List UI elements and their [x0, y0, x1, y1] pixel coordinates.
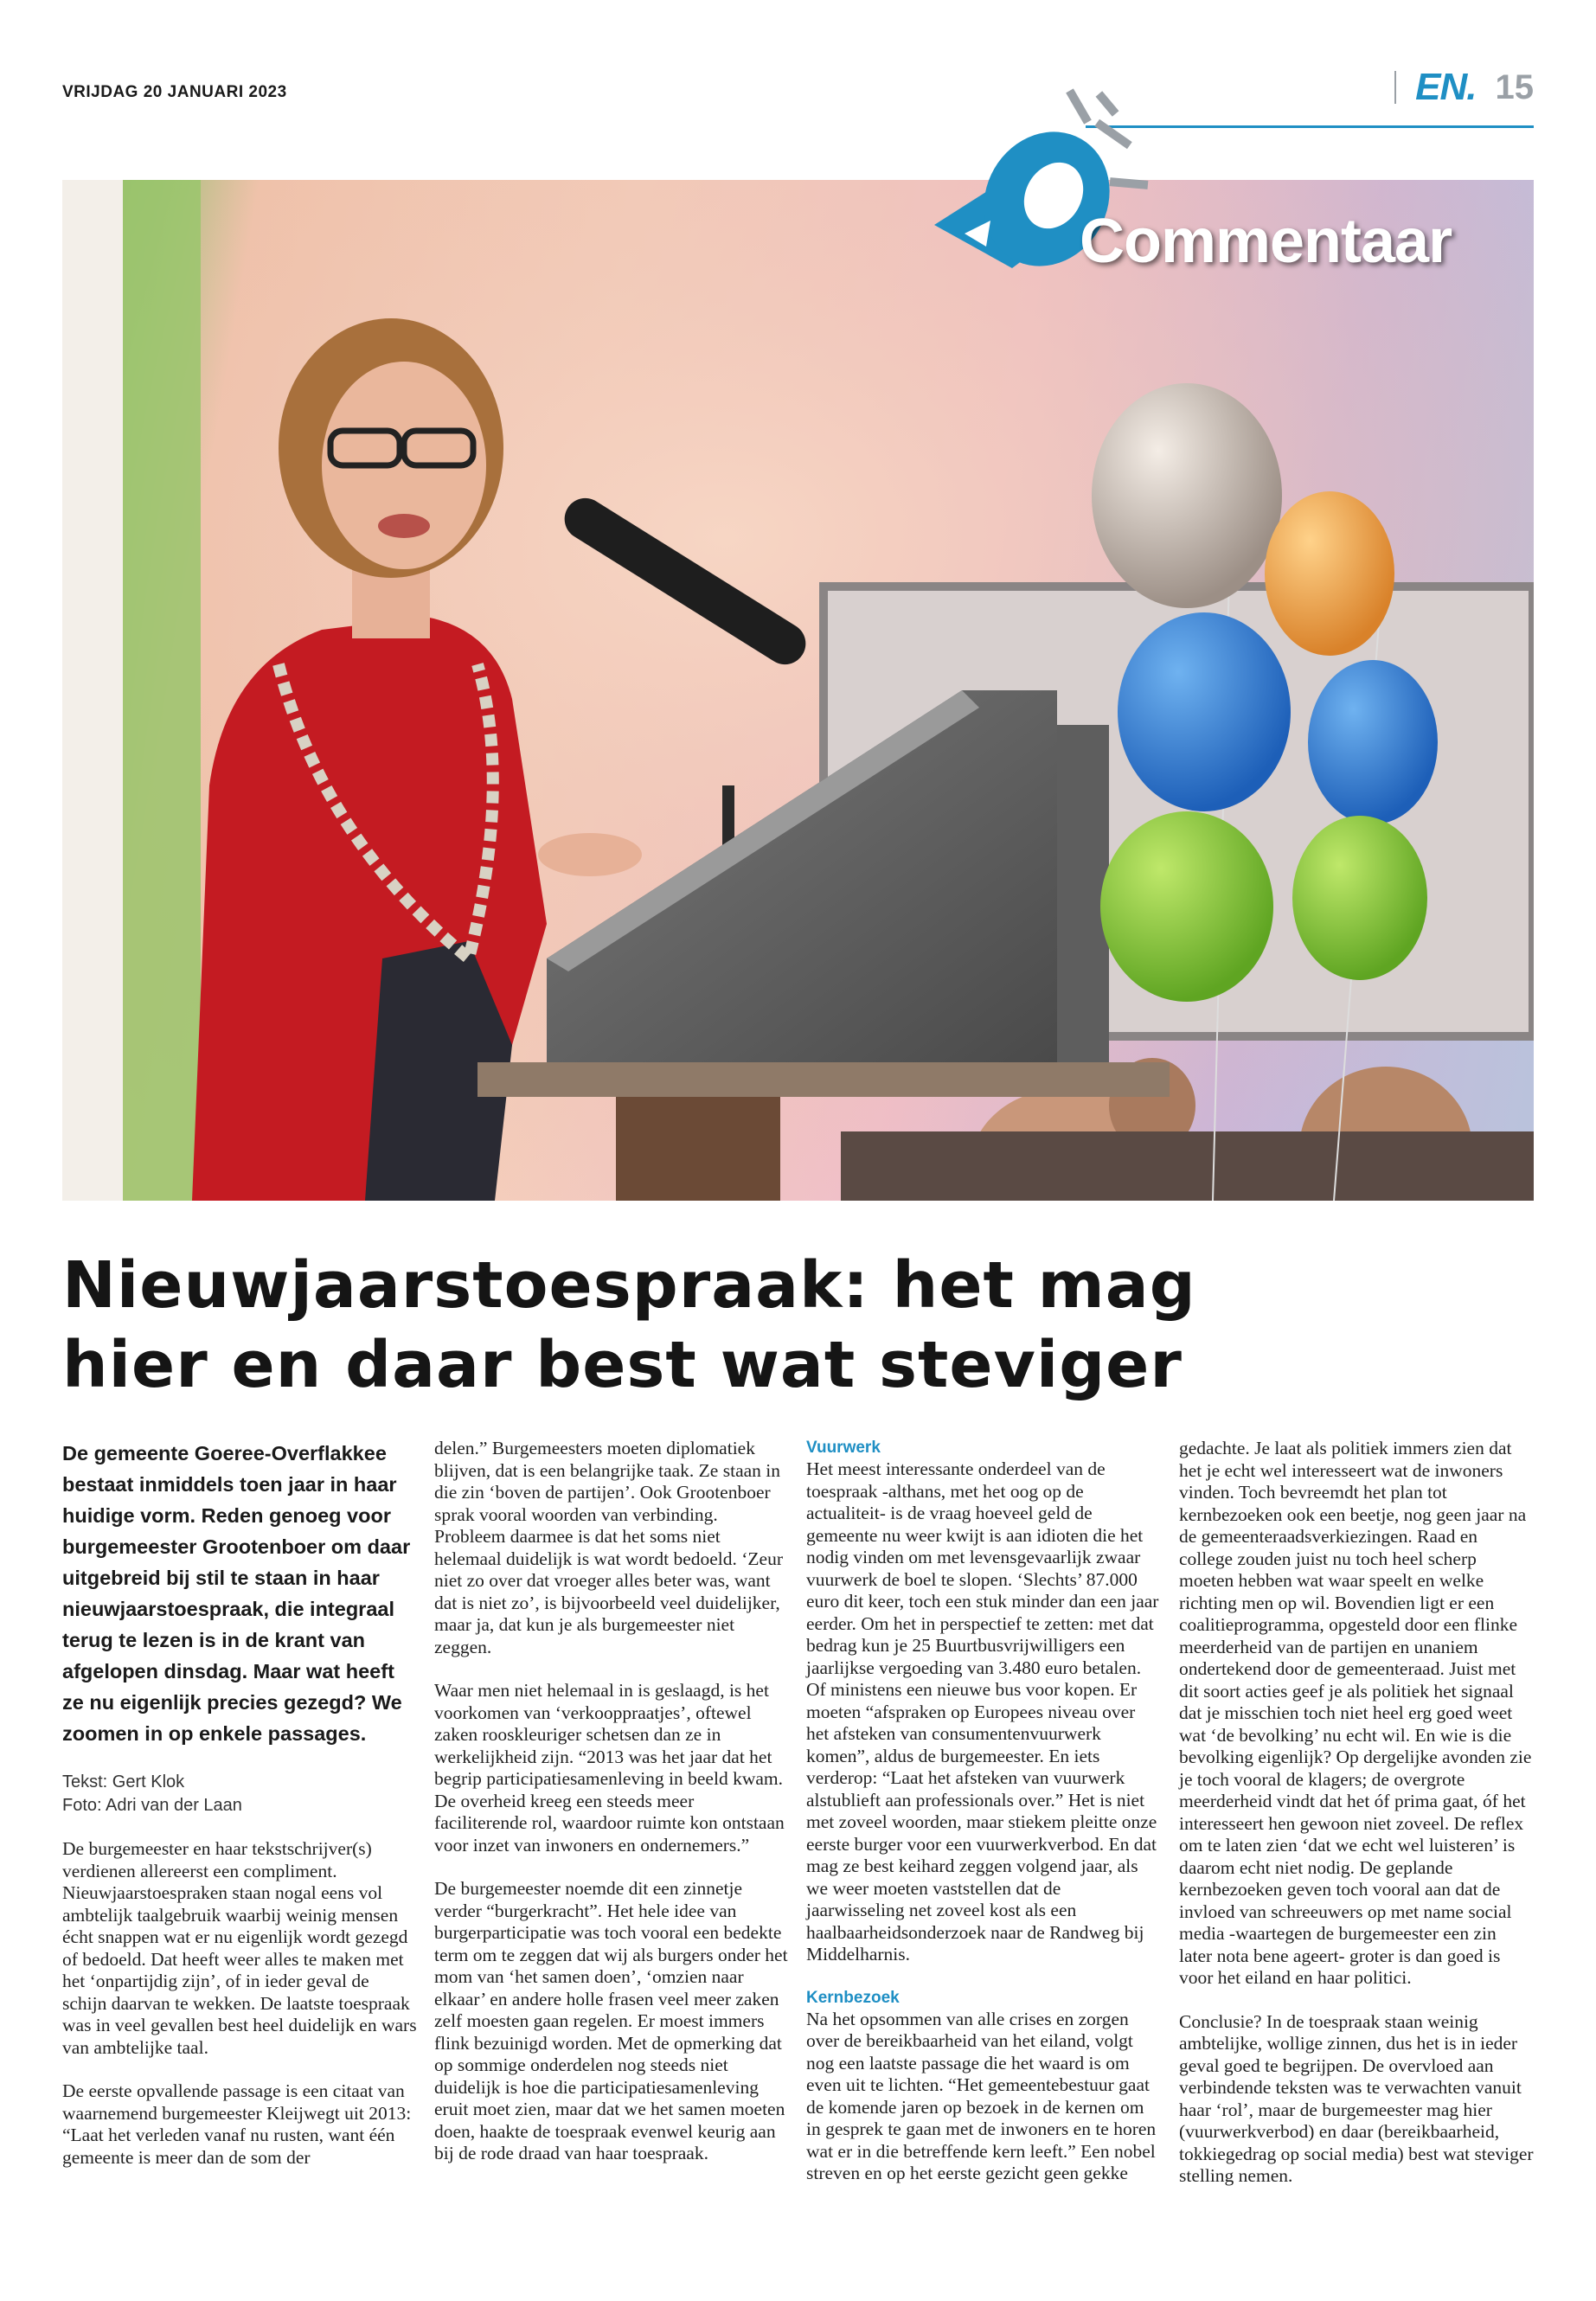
article-photo [62, 180, 1534, 1201]
article-column-1 [62, 1438, 417, 2190]
section-label: Commentaar [1080, 207, 1452, 276]
subhead-vuurwerk: Vuurwerk [806, 1439, 881, 1457]
article-headline: Nieuwjaarstoespraak: het mag hier en daar best wat steviger [62, 1248, 1196, 1402]
paragraph: De eerste opvallende passage is een citaat van waarnemend burgemeester Kleijwegt uit 2013: “Laat het verleden vanaf nu rusten, want één gemeente is meer dan de som der [62, 2080, 412, 2168]
paragraph: De burgemeester noemde dit een zinnetje verder “burgerkracht”. Het hele idee van burgerparticipatie was toch vooral een bedekte term om te zeggen dat wij als burgers onder het mom van ‘het samen doen’, ‘omzien naar elkaar’ en andere holle frasen veel meer zaken zelf moesten gaan regelen. Er moest immers flink bezuinigd worden. Met de opmerking dat op sommige onderdelen nog steeds niet duidelijk is hoe die participatiesamenleving eruit moet zien, maar dat we het samen moeten doen, haakte de toespraak evenwel keurig aan bij de rode draad van haar toespraak. [434, 1878, 788, 2163]
article-intro: De gemeente Goeree-Overflakkee bestaat inmiddels toen jaar in haar huidige vorm. Reden genoeg voor burgemeester Grootenboer om daar uitgebreid bij stil te staan in haar nieuwjaarstoespraak, die integraal terug te lezen is in de krant van afgelopen dinsdag. Maar wat heeft ze nu eigenlijk precies gezegd? We zoomen in op enkele passages. [62, 1442, 411, 1745]
page-number: 15 [1495, 67, 1534, 106]
article-column-4 [1179, 1438, 1534, 2209]
paragraph: Het meest interessante onderdeel van de toespraak -althans, met het oog op de actualiteit- is de vraag hoeveel geld de gemeente nu weer kwijt is aan idioten die het nodig vinden om met levensgevaarlijk zwaar vuurwerk de boel te slopen. ‘Slechts’ 87.000 euro dit keer, toch een stuk minder dan een jaar eerder. Om het in perspectief te zetten: met dat bedrag kun je 25 Buurtbusvrijwilligers een jaarlijkse vergoeding van 3.480 euro betalen. Of ministens een nieuwe bus voor kopen. Er moeten “afspraken op Europees niveau over het afsteken van consumentenvuurwerk komen”, aldus de burgemeester. En iets verderop: “Laat het afsteken van vuurwerk alstublieft aan professionals over.” Het is niet met zoveel woorden, maar stiekem pleitte onze eerste burger voor een vuurwerkverbod. En dat mag ze best keihard zeggen volgend jaar, als we weer moeten vaststellen dat de jaarwisseling net zoveel kost als een haalbaarheidsonderzoek naar de Randweg bij Middelharnis. [806, 1458, 1159, 1965]
paragraph: delen.” Burgemeesters moeten diplomatiek blijven, dat is een belangrijke taak. Ze staan in die zin ‘boven de partijen’. Ook Grootenboer sprak vooral woorden van verbinding. Probleem daarmee is dat het soms niet helemaal duidelijk is wat wordt bedoeld. ‘Zeur niet zo over dat vroeger alles beter was, want dat is niet zo’, is bijvoorbeeld veel duidelijker, maar ja, dat kun je als burgemeester niet zeggen. [434, 1438, 783, 1657]
paragraph: De burgemeester en haar tekstschrijver(s) verdienen allereerst een compliment. Nieuwjaarstoespraken staan nogal eens vol ambtelijk taalgebruik waarbij weinig mensen écht snappen wat er nu eigenlijk wordt gezegd of bedoeld. Dat heeft weer alles te maken met het ‘onpartijdig zijn’, of in ieder geval de schijn daarvan te wekken. De laatste toespraak was in veel gevallen best heel duidelijk en wars van ambtelijke taal. [62, 1838, 417, 2058]
speaker-at-podium-photo [62, 180, 1534, 1201]
paragraph: gedachte. Je laat als politiek immers zien dat het je echt wel interesseert wat de inwoners vinden. Toch bevreemdt het plan tot kernbezoeken ook een beetje, nog geen jaar na de gemeenteraadsverkiezingen. Raad en college zouden juist nu toch heel scherp moeten hebben wat waar speelt en welke richting men op wil. Bovendien ligt er een coalitieprogramma, opgesteld door een flinke meerderheid van de partijen en unaniem ondertekend door de gemeenteraad. Juist met dit soort acties geef je als politiek het signaal dat je misschien toch niet heel erg goed weet wat ‘de bevolking’ nu echt wil. En wie is die bevolking eigenlijk? Op dergelijke avonden zie je toch vooral de klagers; de overgrote meerderheid vindt dat het óf prima gaat, óf het interesseert hen gewoon niet zoveel. De reflex om te laten zien ‘dat we echt wel luisteren’ is daarom echt niet nodig. De geplande kernbezoeken geven toch vooral aan dat de invloed van schreeuwers op met name social media -waartegen de burgemeester een zin later nota bene ageert- groter is dan goed is voor het eiland en haar politici. [1179, 1438, 1532, 1988]
article-column-2 [434, 1438, 789, 2187]
subhead-kernbezoek: Kernbezoek [806, 1988, 900, 2007]
credit-text: Tekst: Gert Klok [62, 1772, 185, 1791]
paragraph: Conclusie? In de toespraak staan weinig ambtelijke, wollige zinnen, dus het is in ieder geval goed te begrijpen. De overvloed aan verbindende teksten was te verwachten vanuit haar ‘rol’, maar de burgemeester mag hier (vuurwerkverbod) en daar (bereikbaarheid, tokkiegedrag op social media) best wat steviger stelling nemen. [1179, 2010, 1534, 2186]
article-credits [62, 1771, 417, 1817]
paragraph: Waar men niet helemaal in is geslaagd, is het voorkomen van ‘verkooppraatjes’, oftewel zaken rooskleuriger schetsen dan ze in werkelijkheid zijn. “2013 was het jaar dat het begrip participatiesamenleving in beeld kwam. De overheid kreeg een steeds meer faciliterende rol, waardoor ruimte kon ontstaan voor inzet van inwoners en ondernemers.” [434, 1680, 785, 1856]
newspaper-logo: EN. [1415, 66, 1477, 108]
article-column-3 [806, 1438, 1161, 2207]
paragraph: Na het opsommen van alle crises en zorgen over de bereikbaarheid van het eiland, volgt nog een laatste passage die het waard is om even uit te lichten. “Het gemeentebestuur gaat de komende jaren op bezoek in de kernen om in gesprek te gaan met de inwoners en te horen wat er in die betreffende kern leeft.” Een nobel streven en op het eerste gezicht geen gekke [806, 2008, 1157, 2183]
credit-photo: Foto: Adri van der Laan [62, 1796, 242, 1815]
page-date: VRIJDAG 20 JANUARI 2023 [62, 83, 287, 101]
